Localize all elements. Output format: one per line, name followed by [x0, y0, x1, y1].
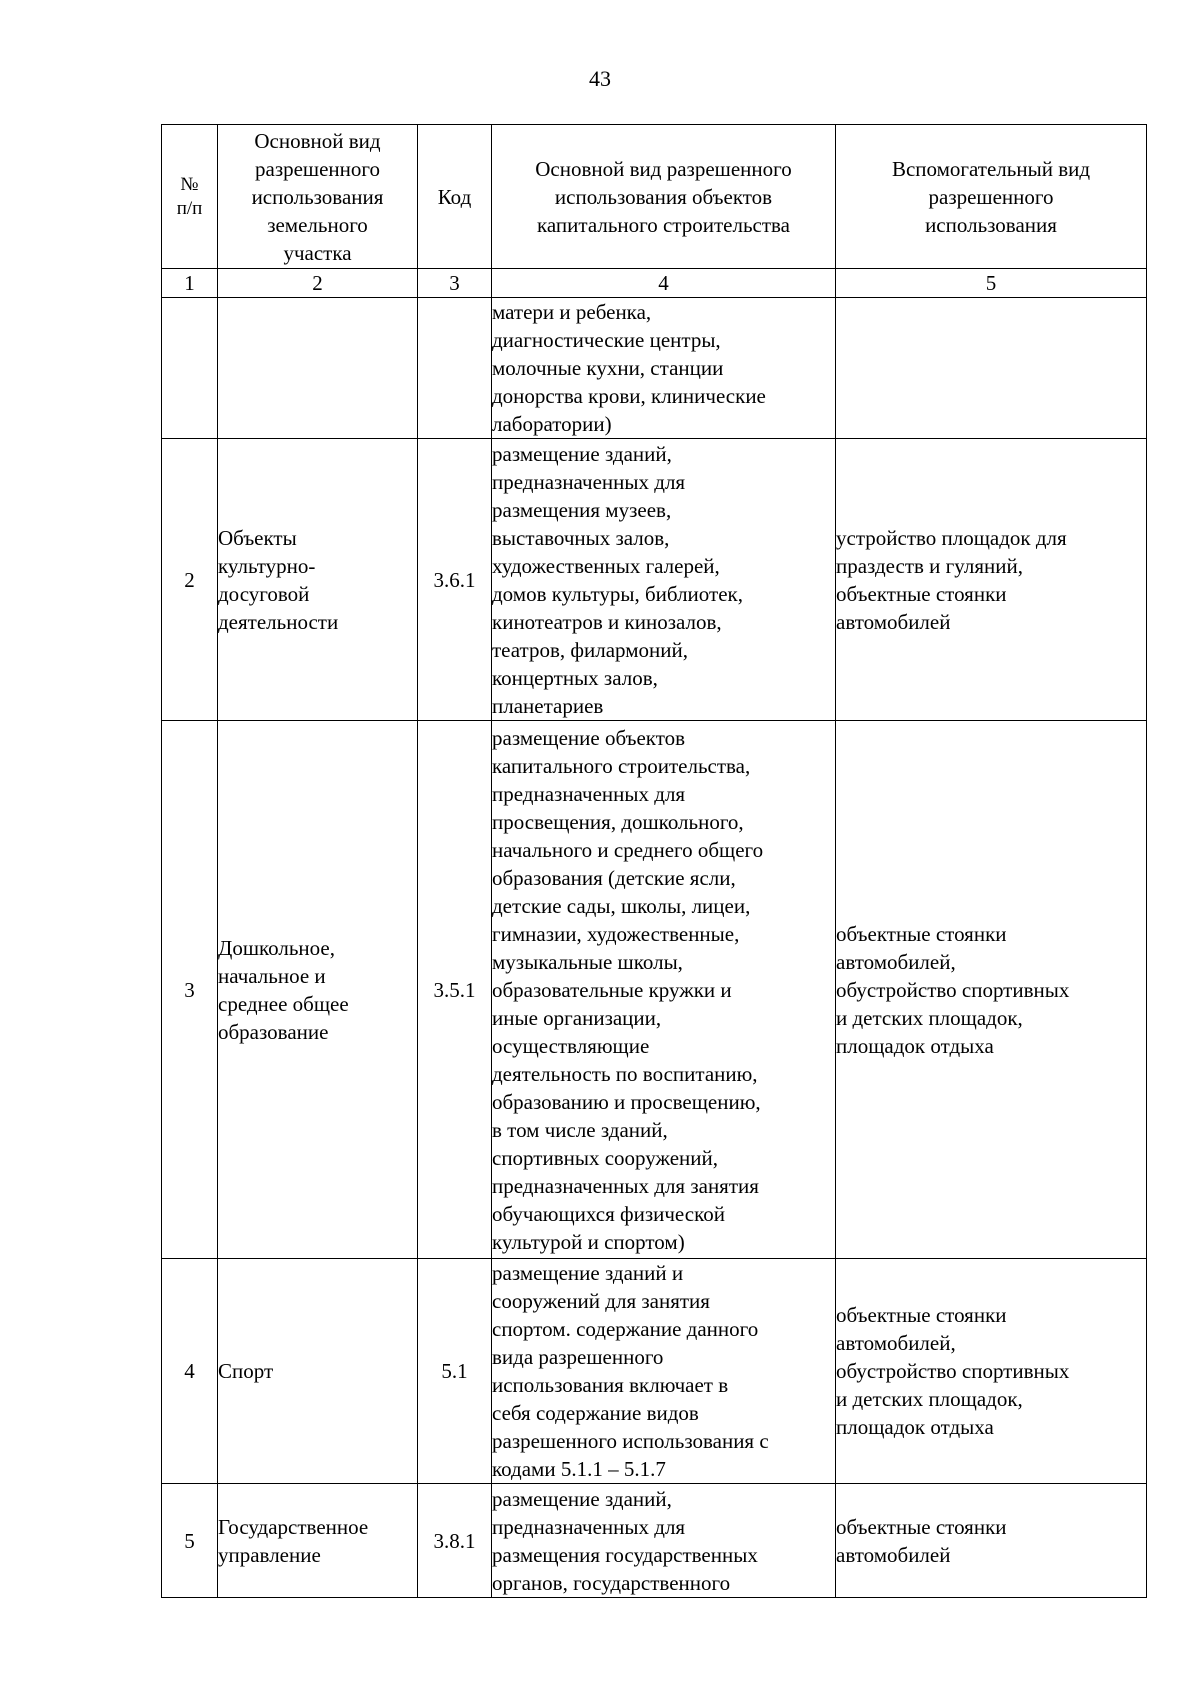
row-code	[418, 298, 492, 439]
row-land-use: Государственное управление	[218, 1484, 418, 1598]
row-land-use: Объекты культурно- досуговой деятельности	[218, 439, 418, 721]
row-capital-use: размещение зданий и сооружений для занятия спортом. содержание данного вида разрешенного использования включает в себя содержание видов разрешенного использования с кодами 5.1.1 – 5.1.7	[492, 1259, 836, 1484]
row-code: 3.8.1	[418, 1484, 492, 1598]
row-code: 3.6.1	[418, 439, 492, 721]
land-use-table	[161, 124, 1147, 1598]
table-row	[162, 439, 1147, 721]
row-land-use: Дошкольное, начальное и среднее общее образование	[218, 721, 418, 1259]
column-number: 5	[836, 269, 1147, 298]
table-header-row	[162, 125, 1147, 269]
row-code: 3.5.1	[418, 721, 492, 1259]
row-capital-use: размещение объектов капитального строительства, предназначенных для просвещения, дошкольного, начального и среднего общего образования (детские ясли, детские сады, школы, лицеи, гимназии, художественные, музыкальные школы, образовательные кружки и иные организации, осуществляющие деятельность по воспитанию, образованию и просвещению, в том числе зданий, спортивных сооружений, предназначенных для занятия обучающихся физической культурой и спортом)	[492, 721, 836, 1259]
row-aux-use: объектные стоянки автомобилей, обустройство спортивных и детских площадок, площадок отдыха	[836, 721, 1147, 1259]
row-num: 4	[162, 1259, 218, 1484]
header-code: Код	[418, 125, 492, 269]
header-num: № п/п	[162, 125, 218, 269]
row-land-use: Спорт	[218, 1259, 418, 1484]
column-number: 4	[492, 269, 836, 298]
row-aux-use	[836, 298, 1147, 439]
column-number: 3	[418, 269, 492, 298]
column-number: 1	[162, 269, 218, 298]
row-num: 3	[162, 721, 218, 1259]
row-capital-use: размещение зданий, предназначенных для размещения музеев, выставочных залов, художественных галерей, домов культуры, библиотек, кинотеатров и кинозалов, театров, филармоний, концертных залов, планетариев	[492, 439, 836, 721]
table-row	[162, 1484, 1147, 1598]
row-code: 5.1	[418, 1259, 492, 1484]
row-aux-use: устройство площадок для праздеств и гуляний, объектные стоянки автомобилей	[836, 439, 1147, 721]
row-land-use	[218, 298, 418, 439]
table-row	[162, 298, 1147, 439]
row-num	[162, 298, 218, 439]
row-aux-use: объектные стоянки автомобилей	[836, 1484, 1147, 1598]
table-row	[162, 721, 1147, 1259]
row-num: 2	[162, 439, 218, 721]
row-aux-use: объектные стоянки автомобилей, обустройство спортивных и детских площадок, площадок отдыха	[836, 1259, 1147, 1484]
column-number-row	[162, 269, 1147, 298]
row-num: 5	[162, 1484, 218, 1598]
page-number: 43	[589, 66, 611, 91]
header-land-use: Основной вид разрешенного использования земельного участка	[218, 125, 418, 269]
header-aux-use: Вспомогательный вид разрешенного использования	[836, 125, 1147, 269]
row-capital-use: матери и ребенка, диагностические центры, молочные кухни, станции донорства крови, клинические лаборатории)	[492, 298, 836, 439]
column-number: 2	[218, 269, 418, 298]
header-capital-use: Основной вид разрешенного использования объектов капитального строительства	[492, 125, 836, 269]
row-capital-use: размещение зданий, предназначенных для размещения государственных органов, государственного	[492, 1484, 836, 1598]
table-row	[162, 1259, 1147, 1484]
